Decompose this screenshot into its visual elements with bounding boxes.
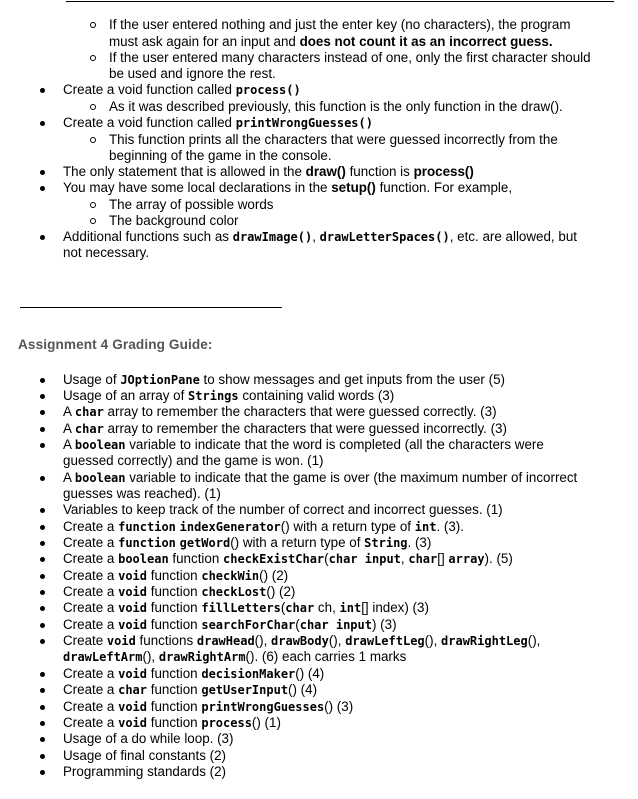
- text-line: must ask again for an input and does not count it as an incorrect guess.: [109, 34, 553, 49]
- grading-item: Create void functions drawHead(), drawBody(), drawLeftLeg(), drawRightLeg(),: [63, 633, 541, 648]
- text-line: Create a void function called printWrongGuesses(): [63, 115, 373, 130]
- bullet: [40, 525, 45, 530]
- text-line: You may have some local declarations in the setup() function. For example,: [63, 180, 513, 195]
- text-line: Additional functions such as drawImage(), drawLetterSpaces(), etc. are allowed, but: [63, 229, 577, 244]
- grading-item: A boolean variable to indicate that the game is over (the maximum number of incorrect: [63, 470, 578, 485]
- grading-item: Programming standards (2): [63, 764, 226, 779]
- grading-item: Create a void function checkWin() (2): [63, 568, 289, 583]
- grading-item: A boolean variable to indicate that the word is completed (all the characters were: [63, 437, 544, 452]
- grading-item: Usage of JOptionPane to show messages and get inputs from the user (5): [63, 372, 505, 387]
- bullet: [40, 394, 45, 399]
- text-line: The array of possible words: [109, 197, 274, 212]
- bullet: [40, 121, 45, 126]
- grading-item: Create a char function getUserInput() (4): [63, 682, 318, 697]
- bullet: [40, 721, 45, 726]
- text-line: If the user entered nothing and just the enter key (no characters), the program: [109, 17, 571, 32]
- sub-bullet: [90, 22, 96, 28]
- grading-item: guesses was reached). (1): [63, 486, 221, 501]
- text-line: If the user entered many characters instead of one, only the first character should: [109, 50, 591, 65]
- bullet: [40, 590, 45, 595]
- bullet: [40, 186, 45, 191]
- grading-item: Create a void function decisionMaker() (4): [63, 666, 325, 681]
- text-line: be used and ignore the rest.: [109, 66, 276, 81]
- grading-item: Variables to keep track of the number of correct and incorrect guesses. (1): [63, 502, 503, 517]
- grading-item: Create a void function searchForChar(char input) (3): [63, 617, 397, 632]
- bullet: [40, 170, 45, 175]
- bullet: [40, 557, 45, 562]
- grading-item: A char array to remember the characters that were guessed incorrectly. (3): [63, 421, 507, 436]
- grading-item: Create a function getWord() with a return type of String. (3): [63, 535, 432, 550]
- bullet: [40, 688, 45, 693]
- grading-item: Create a boolean function checkExistChar(char input, char[] array). (5): [63, 551, 513, 566]
- text-line: As it was described previously, this function is the only function in the draw().: [109, 99, 563, 114]
- text-line: not necessary.: [63, 245, 150, 260]
- bullet: [40, 705, 45, 710]
- bullet: [40, 639, 45, 644]
- text-line: This function prints all the characters that were guessed incorrectly from the: [109, 132, 558, 147]
- bullet: [40, 606, 45, 611]
- sub-bullet: [90, 104, 96, 110]
- bullet: [40, 88, 45, 93]
- bullet: [40, 427, 45, 432]
- text-line: beginning of the game in the console.: [109, 148, 332, 163]
- text-line: Create a void function called process(): [63, 82, 301, 97]
- grading-item: Create a function indexGenerator() with a return type of int. (3).: [63, 519, 464, 534]
- bullet: [40, 672, 45, 677]
- bullet: [40, 737, 45, 742]
- bullet: [40, 623, 45, 628]
- text-line: The only statement that is allowed in the draw() function is process(): [63, 164, 474, 179]
- sub-bullet: [90, 202, 96, 208]
- grading-item: Usage of a do while loop. (3): [63, 731, 234, 746]
- text-line: The background color: [109, 213, 239, 228]
- bullet: [40, 754, 45, 759]
- sub-bullet: [90, 218, 96, 224]
- bullet: [40, 235, 45, 240]
- grading-item: A char array to remember the characters that were guessed correctly. (3): [63, 404, 497, 419]
- sub-bullet: [90, 137, 96, 143]
- bullet: [40, 541, 45, 546]
- bullet: [40, 476, 45, 481]
- bullet: [40, 410, 45, 415]
- bullet: [40, 508, 45, 513]
- grading-heading: Assignment 4 Grading Guide:: [18, 337, 213, 352]
- bullet: [40, 443, 45, 448]
- grading-item: drawLeftArm(), drawRightArm(). (6) each carries 1 marks: [63, 649, 407, 664]
- section-divider: [20, 307, 282, 308]
- sub-bullet: [90, 55, 96, 61]
- grading-item: Create a void function process() (1): [63, 715, 281, 730]
- grading-item: Create a void function printWrongGuesses() (3): [63, 699, 354, 714]
- top-divider: [66, 1, 614, 2]
- grading-item: Usage of final constants (2): [63, 748, 227, 763]
- grading-item: guessed correctly) and the game is won. (1): [63, 453, 324, 468]
- grading-item: Create a void function fillLetters(char ch, int[] index) (3): [63, 600, 429, 615]
- bullet: [40, 770, 45, 775]
- bullet: [40, 574, 45, 579]
- bullet: [40, 378, 45, 383]
- grading-item: Create a void function checkLost() (2): [63, 584, 296, 599]
- grading-item: Usage of an array of Strings containing valid words (3): [63, 388, 395, 403]
